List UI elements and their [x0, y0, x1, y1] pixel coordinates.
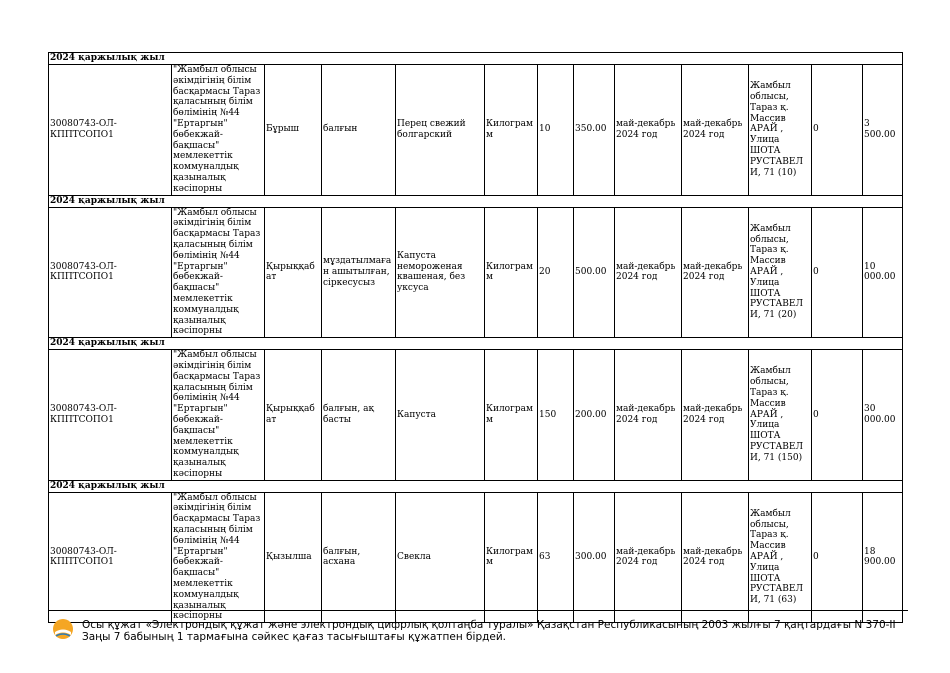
- period-cell: май-декабрь 2024 год: [615, 492, 682, 623]
- table-row: [49, 350, 903, 481]
- delivery-place-cell: Жамбыл облысы, Тараз қ. Массив АРАЙ , Улица ШОТА РУСТАВЕЛИ, 71 (63): [749, 492, 812, 623]
- delivery-place-cell: Жамбыл облысы, Тараз қ. Массив АРАЙ , Улица ШОТА РУСТАВЕЛИ, 71 (150): [749, 350, 812, 481]
- period-cell: май-декабрь 2024 год: [615, 65, 682, 196]
- customer-cell: "Жамбыл облысы әкімдігінің білім басқармасы Тараз қаласының білім бөлімінің №44 "Ертаргын" бөбекжай-бақшасы" мемлекеттік коммуналдық қазыналық кәсіпорны: [172, 207, 265, 338]
- plan-code-cell: 30080743-ОЛ-КППТСОПО1: [49, 65, 172, 196]
- item-desc-kz-cell: балғын: [322, 65, 396, 196]
- sum-cell: 30 000.00: [863, 350, 903, 481]
- price-cell: 300.00: [574, 492, 615, 623]
- plan-code-cell: 30080743-ОЛ-КППТСОПО1: [49, 492, 172, 623]
- table-row: [49, 492, 903, 623]
- sum-cell: 3 500.00: [863, 65, 903, 196]
- period-cell: май-декабрь 2024 год: [615, 350, 682, 481]
- item-desc-kz-cell: балғын, асхана: [322, 492, 396, 623]
- fiscal-year-label: 2024 қаржылық жыл: [49, 53, 903, 65]
- egov-logo-icon: [52, 618, 74, 640]
- advance-cell: 0: [812, 350, 863, 481]
- customer-cell: "Жамбыл облысы әкімдігінің білім басқармасы Тараз қаласының білім бөлімінің №44 "Ертаргын" бөбекжай-бақшасы" мемлекеттік коммуналдық қазыналық кәсіпорны: [172, 350, 265, 481]
- delivery-period-cell: май-декабрь 2024 год: [682, 492, 749, 623]
- unit-cell: Килограмм: [485, 65, 538, 196]
- quantity-cell: 10: [538, 65, 574, 196]
- item-name-kz-cell: Қырыққабат: [265, 207, 322, 338]
- price-cell: 200.00: [574, 350, 615, 481]
- advance-cell: 0: [812, 65, 863, 196]
- document-footer: [48, 610, 908, 643]
- item-name-ru-cell: Свекла: [396, 492, 485, 623]
- table-row: [49, 207, 903, 338]
- table-row: [49, 65, 903, 196]
- year-header-row: [49, 195, 903, 207]
- item-desc-kz-cell: мұздатылмаған ашытылған, сіркесусыз: [322, 207, 396, 338]
- delivery-place-cell: Жамбыл облысы, Тараз қ. Массив АРАЙ , Улица ШОТА РУСТАВЕЛИ, 71 (20): [749, 207, 812, 338]
- quantity-cell: 150: [538, 350, 574, 481]
- price-cell: 350.00: [574, 65, 615, 196]
- item-name-kz-cell: Бұрыш: [265, 65, 322, 196]
- sum-cell: 10 000.00: [863, 207, 903, 338]
- advance-cell: 0: [812, 207, 863, 338]
- price-cell: 500.00: [574, 207, 615, 338]
- period-cell: май-декабрь 2024 год: [615, 207, 682, 338]
- item-name-kz-cell: Қызылша: [265, 492, 322, 623]
- unit-cell: Килограмм: [485, 492, 538, 623]
- item-name-ru-cell: Перец свежий болгарский: [396, 65, 485, 196]
- legal-notice-text: Осы құжат «Электрондық құжат және электрондық цифрлық қолтаңба туралы» Қазақстан Республикасының 2003 жылғы 7 қаңтардағы N 370-II Заңы 7 бабының 1 тармағына сәйкес қағаз тасығыштағы құжатпен бірдей.: [82, 619, 896, 643]
- sum-cell: 18 900.00: [863, 492, 903, 623]
- procurement-plan-table: [48, 52, 903, 623]
- fiscal-year-label: 2024 қаржылық жыл: [49, 338, 903, 350]
- quantity-cell: 20: [538, 207, 574, 338]
- item-name-kz-cell: Қырыққабат: [265, 350, 322, 481]
- fiscal-year-label: 2024 қаржылық жыл: [49, 195, 903, 207]
- unit-cell: Килограмм: [485, 350, 538, 481]
- item-desc-kz-cell: балғын, ақ басты: [322, 350, 396, 481]
- item-name-ru-cell: Капуста немороженая квашеная, без уксуса: [396, 207, 485, 338]
- fiscal-year-label: 2024 қаржылық жыл: [49, 480, 903, 492]
- year-header-row: [49, 480, 903, 492]
- delivery-place-cell: Жамбыл облысы, Тараз қ. Массив АРАЙ , Улица ШОТА РУСТАВЕЛИ, 71 (10): [749, 65, 812, 196]
- delivery-period-cell: май-декабрь 2024 год: [682, 65, 749, 196]
- plan-code-cell: 30080743-ОЛ-КППТСОПО1: [49, 350, 172, 481]
- plan-code-cell: 30080743-ОЛ-КППТСОПО1: [49, 207, 172, 338]
- customer-cell: "Жамбыл облысы әкімдігінің білім басқармасы Тараз қаласының білім бөлімінің №44 "Ертаргын" бөбекжай-бақшасы" мемлекеттік коммуналдық қазыналық кәсіпорны: [172, 65, 265, 196]
- quantity-cell: 63: [538, 492, 574, 623]
- unit-cell: Килограмм: [485, 207, 538, 338]
- item-name-ru-cell: Капуста: [396, 350, 485, 481]
- delivery-period-cell: май-декабрь 2024 год: [682, 350, 749, 481]
- year-header-row: [49, 338, 903, 350]
- customer-cell: "Жамбыл облысы әкімдігінің білім басқармасы Тараз қаласының білім бөлімінің №44 "Ертаргын" бөбекжай-бақшасы" мемлекеттік коммуналдық қазыналық кәсіпорны: [172, 492, 265, 623]
- year-header-row: [49, 53, 903, 65]
- advance-cell: 0: [812, 492, 863, 623]
- delivery-period-cell: май-декабрь 2024 год: [682, 207, 749, 338]
